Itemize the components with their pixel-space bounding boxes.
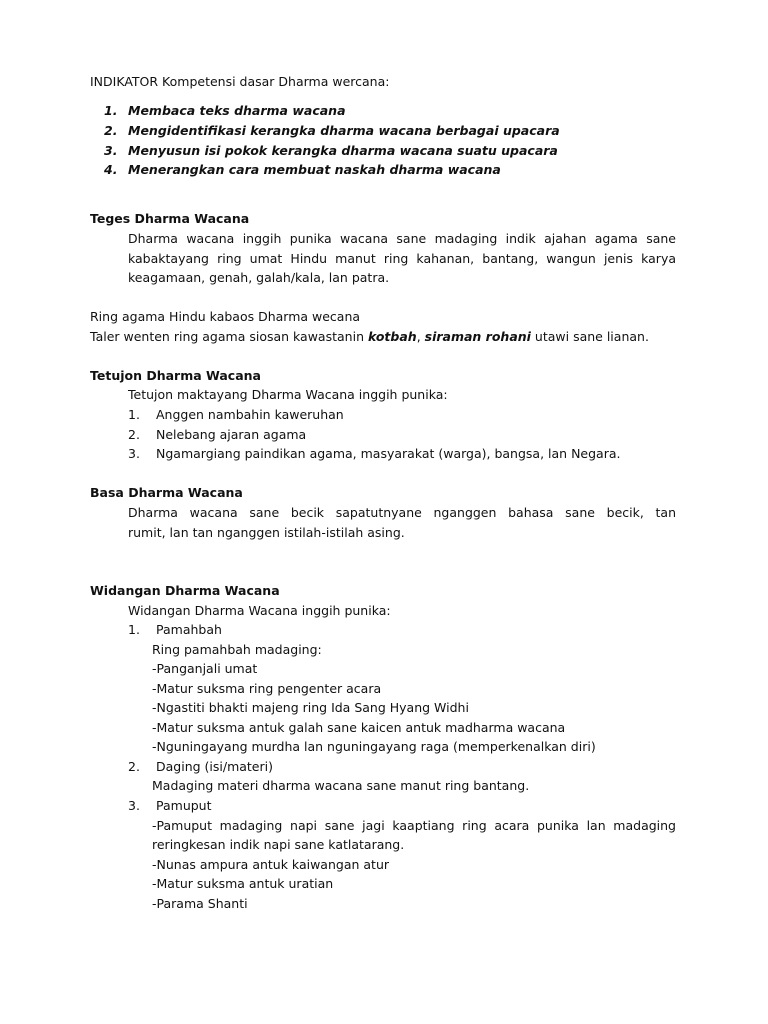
teges-para-kotbah: Taler wenten ring agama siosan kawastanin kotbah, siraman rohani utawi sane lianan. xyxy=(90,329,649,344)
pamahbah-sub: Ring pamahbah madaging: xyxy=(152,642,322,657)
widangan-item-label: Daging (isi/materi) xyxy=(156,759,273,774)
indikator-item-num: 3. xyxy=(104,143,118,158)
widangan-item-num: 3. xyxy=(128,798,140,813)
indikator-item: Mengidentifikasi kerangka dharma wacana berbagai upacara xyxy=(128,123,560,138)
tetujon-item-num: 3. xyxy=(128,446,140,461)
basa-line: Dharma wacana sane becik sapatutnyane nganggen bahasa sane becik, tan xyxy=(128,505,676,520)
pamahbah-line: -Matur suksma ring pengenter acara xyxy=(152,681,382,696)
indikator-item: Menerangkan cara membuat naskah dharma wacana xyxy=(128,162,501,177)
daging-line: Madaging materi dharma wacana sane manut ring bantang. xyxy=(152,778,530,793)
widangan-item-label: Pamuput xyxy=(156,798,212,813)
widangan-item-num: 2. xyxy=(128,759,140,774)
indikator-item: Menyusun isi pokok kerangka dharma wacana suatu upacara xyxy=(128,143,558,158)
basa-heading: Basa Dharma Wacana xyxy=(90,485,243,500)
pamuput-line: -Nunas ampura antuk kaiwangan atur xyxy=(152,857,390,872)
pamahbah-line: -Panganjali umat xyxy=(152,661,258,676)
teges-line: Dharma wacana inggih punika wacana sane madaging indik ajahan agama sane xyxy=(128,231,676,246)
pamahbah-line: -Ngastiti bhakti majeng ring Ida Sang Hyang Widhi xyxy=(152,700,469,715)
pamuput-line: -Parama Shanti xyxy=(152,896,248,911)
indikator-title: INDIKATOR Kompetensi dasar Dharma wercana: xyxy=(90,74,390,89)
widangan-item-num: 1. xyxy=(128,622,140,637)
indikator-item-num: 1. xyxy=(104,103,118,118)
indikator-item-num: 4. xyxy=(104,162,118,177)
teges-para: Ring agama Hindu kabaos Dharma wecana xyxy=(90,309,361,324)
tetujon-item-num: 2. xyxy=(128,427,140,442)
widangan-intro: Widangan Dharma Wacana inggih punika: xyxy=(128,603,391,618)
tetujon-intro: Tetujon maktayang Dharma Wacana inggih punika: xyxy=(128,387,448,402)
pamuput-line: reringkesan indik napi sane katlatarang. xyxy=(152,837,405,852)
tetujon-item-num: 1. xyxy=(128,407,140,422)
indikator-item: Membaca teks dharma wacana xyxy=(128,103,346,118)
widangan-heading: Widangan Dharma Wacana xyxy=(90,583,280,598)
tetujon-item: Anggen nambahin kaweruhan xyxy=(156,407,344,422)
teges-line: keagamaan, genah, galah/kala, lan patra. xyxy=(128,270,390,285)
pamuput-line: -Pamuput madaging napi sane jagi kaaptiang ring acara punika lan madaging xyxy=(152,818,676,833)
pamahbah-line: -Nguningayang murdha lan nguningayang raga (memperkenalkan diri) xyxy=(152,739,596,754)
teges-heading: Teges Dharma Wacana xyxy=(90,211,250,226)
tetujon-heading: Tetujon Dharma Wacana xyxy=(90,368,261,383)
basa-line: rumit, lan tan nganggen istilah-istilah asing. xyxy=(128,525,405,540)
pamuput-line: -Matur suksma antuk uratian xyxy=(152,876,334,891)
widangan-item-label: Pamahbah xyxy=(156,622,222,637)
pamahbah-line: -Matur suksma antuk galah sane kaicen antuk madharma wacana xyxy=(152,720,566,735)
tetujon-item: Nelebang ajaran agama xyxy=(156,427,307,442)
teges-line: kabaktayang ring umat Hindu manut ring kahanan, bantang, wangun jenis karya xyxy=(128,251,676,266)
tetujon-item: Ngamargiang paindikan agama, masyarakat (warga), bangsa, lan Negara. xyxy=(156,446,621,461)
indikator-item-num: 2. xyxy=(104,123,118,138)
